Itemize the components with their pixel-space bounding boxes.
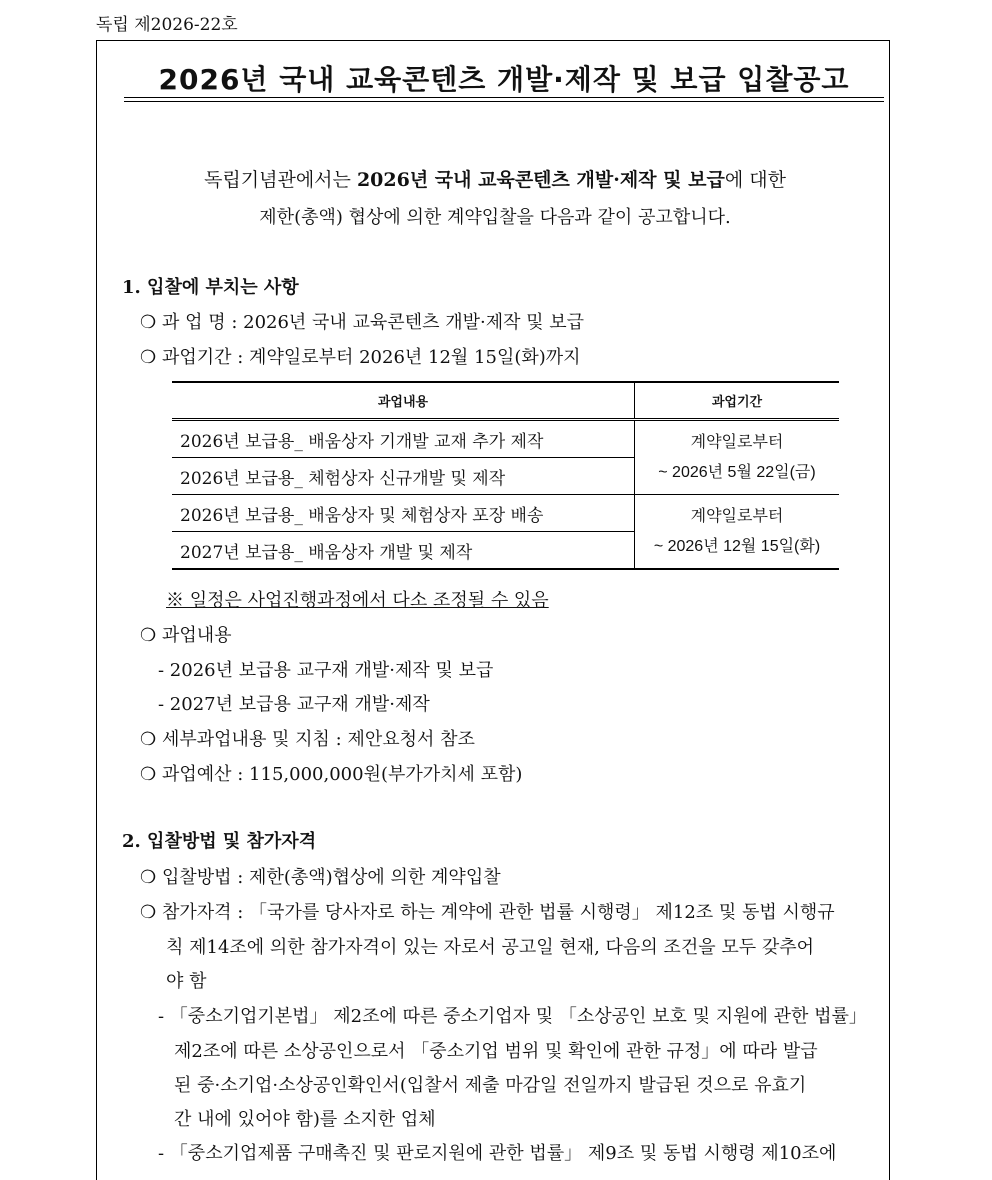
intro-project-name: 2026년 국내 교육콘텐츠 개발·제작 및 보급 <box>356 169 725 191</box>
document-number: 독립 제2026-22호 <box>96 15 238 35</box>
period-end: ~ 2026년 5월 22일(금) <box>658 463 816 481</box>
task-cell: 2026년 보급용_ 체험상자 신규개발 및 제작 <box>172 458 635 495</box>
content-item: - 2026년 보급용 교구재 개발·제작 및 보급 <box>158 660 494 681</box>
title-underline-double <box>124 101 884 102</box>
schedule-note: ※ 일정은 사업진행과정에서 다소 조정될 수 있음 <box>166 590 549 611</box>
schedule-header-row <box>172 382 839 420</box>
budget-line <box>140 760 522 786</box>
method-text: 입찰방법 : 제한(총액)협상에 의한 계약입찰 <box>162 867 501 888</box>
period-cell <box>635 495 840 570</box>
project-name-line <box>140 308 584 334</box>
bullet-icon: ❍ <box>140 764 157 785</box>
content-item: - 2027년 보급용 교구재 개발·제작 <box>158 694 430 715</box>
qualification-text: 참가자격 : 「국가를 당사자로 하는 계약에 관한 법률 시행령」 제12조 및 동법 시행규 <box>162 902 835 923</box>
project-period-line <box>140 343 581 369</box>
header-task: 과업내용 <box>172 382 635 420</box>
condition-item-1: - 「중소기업기본법」 제2조에 따른 중소기업자 및 「소상공인 보호 및 지원에 관한 법률」 <box>158 1006 867 1027</box>
method-line <box>140 863 501 889</box>
condition-item-1-cont: 된 중·소기업·소상공인확인서(입찰서 제출 마감일 전일까지 발급된 것으로 유효기 <box>174 1075 807 1096</box>
qualification-text-cont: 야 함 <box>166 971 207 992</box>
detail-line <box>140 725 475 751</box>
bullet-icon: ❍ <box>140 312 157 333</box>
content-label: 과업내용 <box>162 625 232 646</box>
budget-text: 과업예산 : 115,000,000원(부가가치세 포함) <box>162 764 523 785</box>
qualification-line <box>140 898 835 924</box>
content-label-line <box>140 621 232 647</box>
intro-text: 독립기념관에서는 <box>204 169 357 191</box>
intro-line-2: 제한(총액) 협상에 의한 계약입찰을 다음과 같이 공고합니다. <box>259 207 731 228</box>
period-cell <box>635 420 840 495</box>
condition-item-1-cont: 제2조에 따른 소상공인으로서 「중소기업 범위 및 확인에 관한 규정」에 따라 발급 <box>174 1041 818 1062</box>
table-row <box>172 495 839 532</box>
schedule-table <box>172 381 839 570</box>
period-start: 계약일로부터 <box>690 507 784 525</box>
detail-text: 세부과업내용 및 지침 : 제안요청서 참조 <box>162 729 475 750</box>
task-cell: 2026년 보급용_ 배움상자 기개발 교재 추가 제작 <box>172 420 635 458</box>
bullet-icon: ❍ <box>140 347 157 368</box>
intro-text-end: 에 대한 <box>724 169 786 191</box>
period-start: 계약일로부터 <box>690 433 784 451</box>
condition-item-1-cont: 간 내에 있어야 함)를 소지한 업체 <box>174 1109 436 1130</box>
project-period-text: 과업기간 : 계약일로부터 2026년 12월 15일(화)까지 <box>162 347 581 368</box>
bullet-icon: ❍ <box>140 867 157 888</box>
bullet-icon: ❍ <box>140 729 157 750</box>
header-period: 과업기간 <box>635 382 840 420</box>
title-underline <box>124 97 884 98</box>
section-2-heading: 2. 입찰방법 및 참가자격 <box>122 831 317 852</box>
intro-line-1 <box>110 165 880 192</box>
condition-item-2: - 「중소기업제품 구매촉진 및 판로지원에 관한 법률」 제9조 및 동법 시행령 제10조에 <box>158 1143 837 1164</box>
bullet-icon: ❍ <box>140 625 157 646</box>
project-name-text: 과 업 명 : 2026년 국내 교육콘텐츠 개발·제작 및 보급 <box>162 312 585 333</box>
section-1-heading: 1. 입찰에 부치는 사항 <box>122 277 299 298</box>
qualification-text-cont: 칙 제14조에 의한 참가자격이 있는 자로서 공고일 현재, 다음의 조건을 모두 갖추어 <box>166 937 814 958</box>
task-cell: 2027년 보급용_ 배움상자 개발 및 제작 <box>172 532 635 570</box>
table-row <box>172 420 839 458</box>
document-title: 2026년 국내 교육콘텐츠 개발·제작 및 보급 입찰공고 <box>158 63 850 96</box>
task-cell: 2026년 보급용_ 배움상자 및 체험상자 포장 배송 <box>172 495 635 532</box>
bullet-icon: ❍ <box>140 902 157 923</box>
period-end: ~ 2026년 12월 15일(화) <box>653 537 821 555</box>
